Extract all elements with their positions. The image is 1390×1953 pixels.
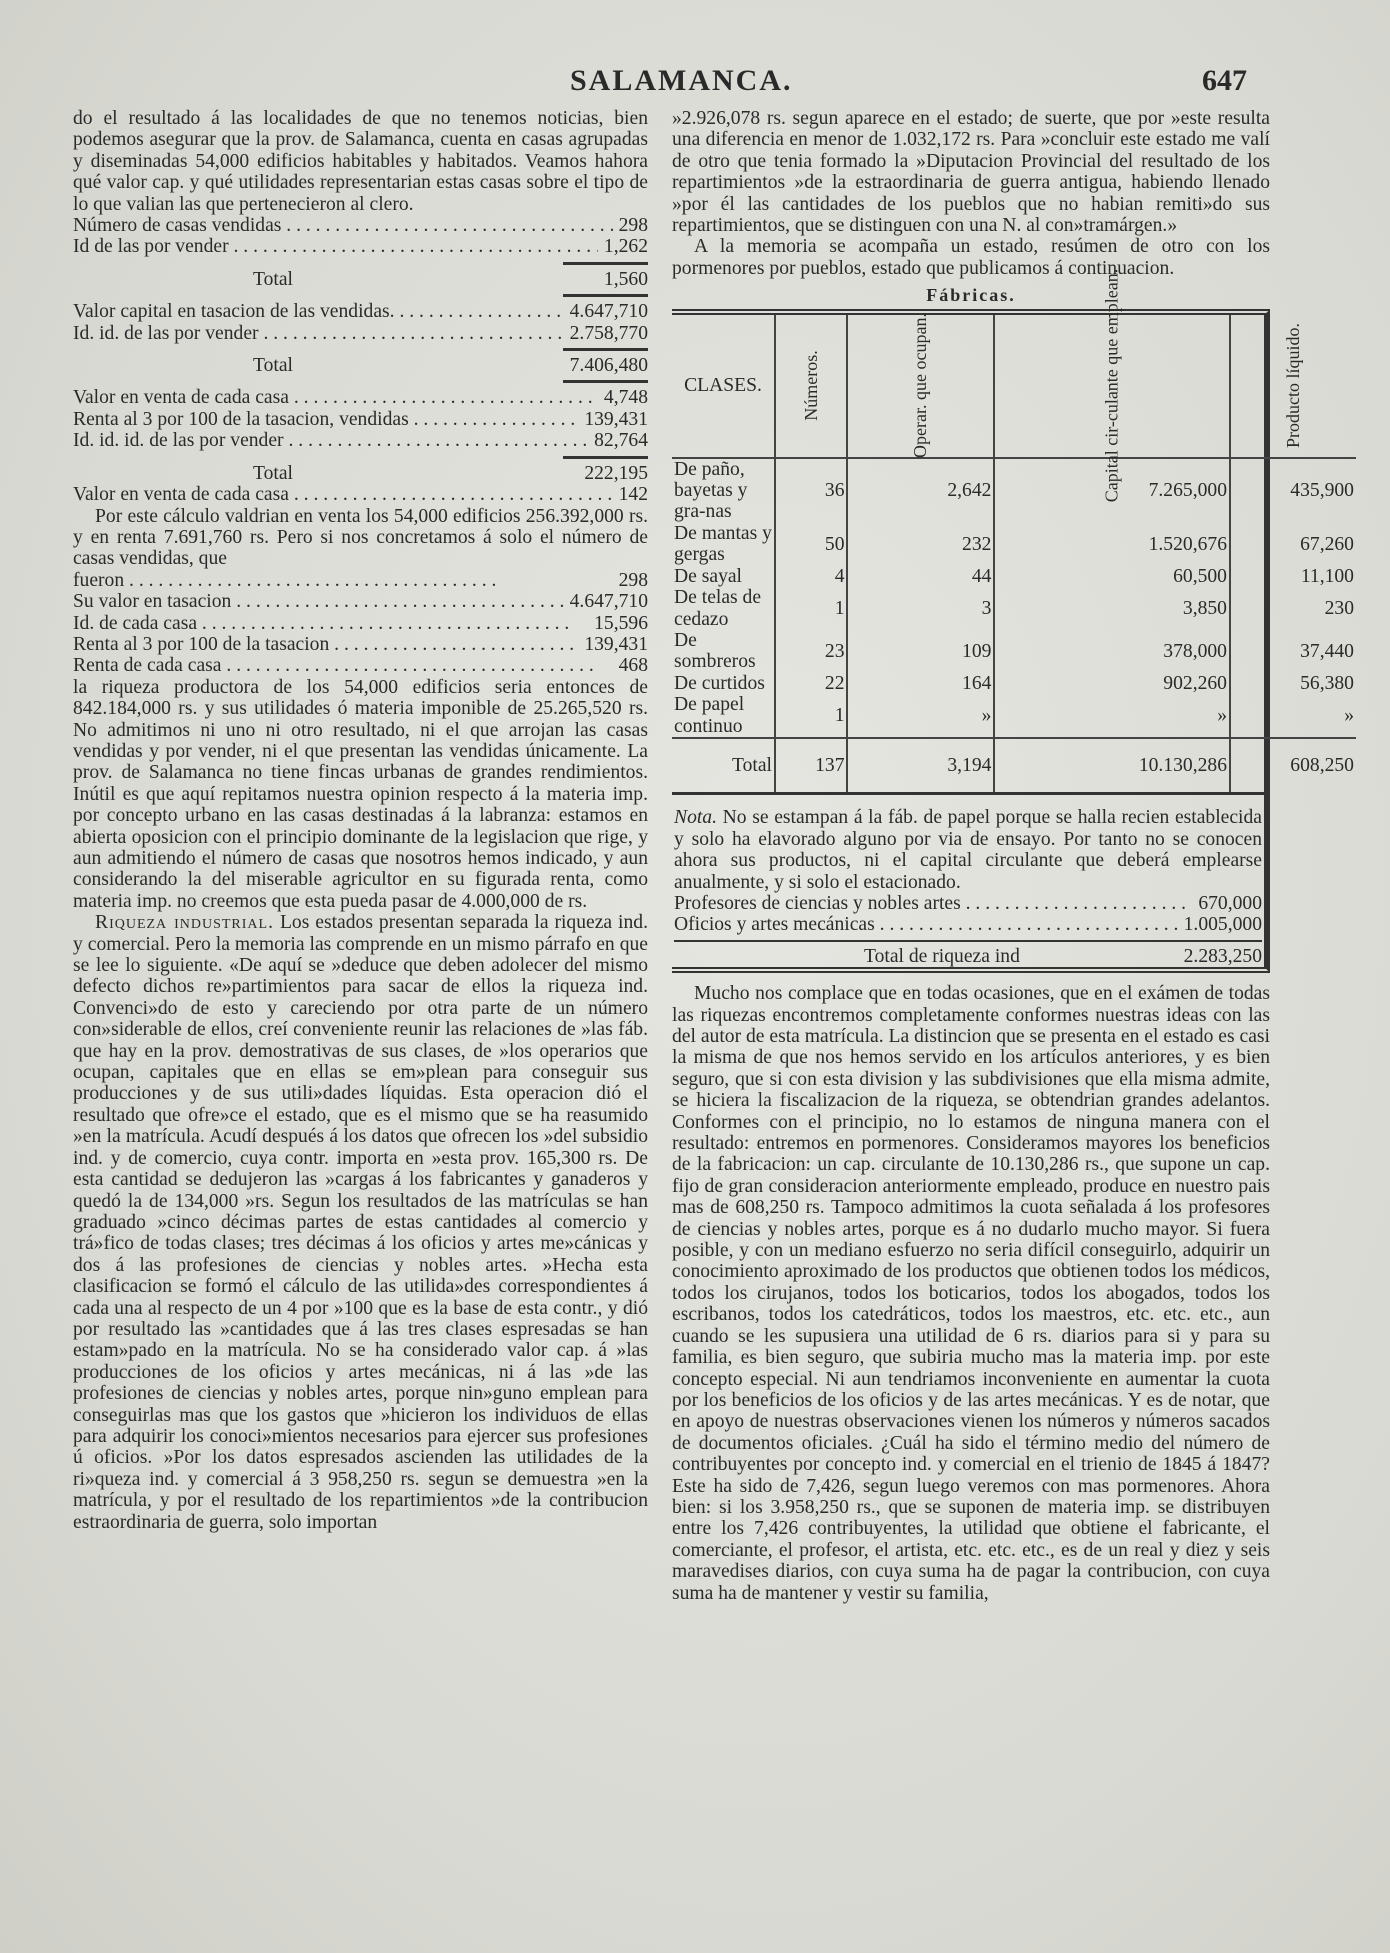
table-cell: 23 [775, 630, 848, 673]
table-cell-label: De paño, bayetas y gra-nas [672, 458, 775, 523]
table-cell: 50 [775, 523, 848, 566]
table-cell-label: De telas de cedazo [672, 587, 775, 630]
table-cell: 60,500 [994, 566, 1230, 587]
table-cell: 7.265,000 [994, 458, 1230, 523]
table-cell: 4 [775, 566, 848, 587]
list-item: Oficios y artes mecánicas . . . 1.005,000 [674, 914, 1262, 935]
table-cell: » [994, 694, 1230, 738]
table-cell: 164 [847, 673, 994, 694]
table-cell: 435,900 [1230, 458, 1356, 523]
table-cell: 230 [1230, 587, 1356, 630]
table-row [672, 694, 1356, 738]
list-item: Valor en venta de cada casa . . . 142 [73, 484, 648, 505]
table-cell: 1 [775, 587, 848, 630]
table-cell: 3,194 [847, 738, 994, 792]
table-row [672, 458, 1356, 523]
table-cell-label: De mantas y gergas [672, 523, 775, 566]
paragraph: Por este cálculo valdrian en venta los 54,000 edificios 256.392,000 rs. y en renta 7.691,760 rs. Pero si nos concretamos á solo el número de casas vendidas, que [73, 505, 648, 570]
table-cell: 44 [847, 566, 994, 587]
list-item: Id. de cada casa . . . 15,596 [73, 613, 648, 634]
table-cell-label: De sombreros [672, 630, 775, 673]
table-cell: 22 [775, 673, 848, 694]
section-heading: Riqueza industrial. [95, 912, 274, 934]
divider [563, 456, 648, 459]
table-row [672, 587, 1356, 630]
divider [563, 348, 648, 351]
list-item: fueron . . . 298 [73, 570, 648, 591]
intro-paragraph: do el resultado á las localidades de que no tenemos noticias, bien podemos asegurar que la prov. de Salamanca, cuenta en casas agrupadas y diseminadas 54,000 edificios habitables y habitados. Veamos hahora qué valor cap. y qué utilidades representarian estas casas sobre el tipo de lo que valian las que pertenecieron al clero. [73, 108, 648, 215]
total-row: Total 7.406,480 [253, 355, 648, 377]
list-item: Valor capital en tasacion de las vendidas. . . . 4.647,710 [73, 301, 648, 322]
table-cell-label: De papel continuo [672, 694, 775, 738]
list-item: Id. id. id. de las por vender . . . 82,764 [73, 430, 648, 451]
table-cell: 608,250 [1230, 738, 1356, 792]
paragraph: la riqueza productora de los 54,000 edificios seria entonces de 842.184,000 rs. y sus utilidades ó materia imponible de 25.265,520 rs. No admitimos ni uno ni otro resultado, ni el que arrojan las casas vendidas y por vender, ni el que presentan las vendidas únicamente. La prov. de Salamanca no tiene fincas urbanas de grandes rendimientos. Inútil es que aquí repitamos nuestra opinion respecto á la materia imp. por concepto urbano en las casas destinadas á la labranza: estamos en abierta oposicion con el principio dominante de la legislacion que rige, y aun admitiendo el número de casas que nosotros hemos indicado, y aun considerando la del miserable agricultor en su figurada renta, como materia imp. no creemos que esta pueda pasar de 4.000,000 de rs. [73, 676, 648, 912]
table-cell: 902,260 [994, 673, 1230, 694]
paragraph: Mucho nos complace que en todas ocasiones, que en el exámen de todas las riquezas encontremos completamente conformes nuestras ideas con las del autor de esta matrícula. La distincion que se presenta en el estado es casi la misma de que nos hemos servido en los artículos anteriores, y es bien seguro, que si con esta division y las subdivisiones que ella misma admite, se hiciera la fiscalizacion de la riqueza, se obtendrian grandes adelantos. Conformes con el principio, no lo estamos de ninguna manera con el resultado: entremos en pormenores. Consideramos mayores los beneficios de la fabricacion: un cap. circulante de 10.130,286 rs., que supone un cap. fijo de gran consideracion anteriormente empleado, produce en nuestro pais mas de 608,250 rs. Tampoco admitimos la cuota señalada á los profesores de ciencias y nobles artes, porque es á no dudarlo mucho mayor. Si fuera posible, y con un mediano esfuerzo no seria difícil conseguirlo, adquirir un conocimiento aproximado de los productos que obtienen todos los médicos, todos los cirujanos, todos los boticarios, todos los abogados, todos los escribanos, todos los catedráticos, todos los maestros, etc. etc. etc., aun cuando se les supusiera una utilidad de 6 rs. diarios para si y para su familia, es bien seguro, que subiria mucho mas la materia imp. por este concepto especial. Ni aun tendriamos inconveniente en aumentar la cuota por los beneficios de los oficios y de las artes mecánicas. Y es de notar, que en apoyo de nuestras observaciones vienen los números y números sacados de documentos oficiales. ¿Cuál ha sido el término medio del número de contribuyentes por concepto ind. y comercial en el trienio de 1845 á 1847? Este ha sido de 7,426, segun luego veremos con mas pormenores. Ahora bien: si los 3.958,250 rs., que se suponen de materia imp. se distribuyen entre los 7,426 contribuyentes, la utilidad que obtiene el fabricante, el comerciante, el profesor, el artista, etc. etc. etc., es de un real y diez y seis maravedises diarios, con cuya suma ha de pagar la contribucion, con cuya suma ha de mantener y vestir su familia, [672, 983, 1270, 1604]
table-cell: 3 [847, 587, 994, 630]
table-cell-label: De curtidos [672, 673, 775, 694]
table-cell: 67,260 [1230, 523, 1356, 566]
list-item: Su valor en tasacion . . . 4.647,710 [73, 591, 648, 612]
table-cell: 37,440 [1230, 630, 1356, 673]
table-cell: 109 [847, 630, 994, 673]
list-item: Renta de cada casa . . . 468 [73, 655, 648, 676]
column-header: Números. [775, 315, 848, 458]
table-row [672, 566, 1356, 587]
paragraph: A la memoria se acompaña un estado, resúmen de otro con los pormenores por pueblos, estado que publicamos á continuacion. [672, 236, 1270, 279]
table-cell: 378,000 [994, 630, 1230, 673]
list-item: Número de casas vendidas . . . 298 [73, 215, 648, 236]
table-cell: 1.520,676 [994, 523, 1230, 566]
left-column [73, 108, 648, 1533]
table-cell: 3,850 [994, 587, 1230, 630]
total-row: Total 222,195 [253, 462, 648, 484]
paragraph: Riqueza industrial. Los estados presentan separada la riqueza ind. y comercial. Pero la memoria las comprende en un mismo párrafo en que se lee lo siguiente. «De aquí se »deduce que deben adolecer del mismo defecto dichos re»partimientos para sacar de ellos la riqueza ind. Convenci»do de esto y careciendo por otra parte de un número con»siderable de ellos, creí conveniente reunir las relaciones de »las fáb. que hay en la prov. demostrativas de sus clases, de »los operarios que ocupan, capitales que en ellas se em»plean para conseguir sus producciones y de sus utili»dades líquidas. Esta operacion dió el resultado que ofre»ce el estado, que es el mismo que se ha reasumido »en la matrícula. Acudí después á los datos que ofrecen los »del subsidio ind. y de comercio, cuya contr. importa en »esta prov. 165,300 rs. De esta cantidad se dedujeron las »cargas á los fabricantes y ganaderos y quedó la de 134,000 »rs. Segun los resultados de las matrículas se han graduado »cinco décimas partes de estas cantidades al comercio y trá»fico de todas clases; tres décimas á los oficios y artes me»cánicas y dos á las profesiones de ciencias y nobles artes. »Hecha esta clasificacion se formó el cálculo de las utilida»des correspondientes á cada una al respecto de un 4 por »100 que es la base de esta contr., y dió por resultado las »cantidades que á las tres clases espresadas se han estam»pado en la matrícula. No se ha considerado valor cap. á »las producciones de los oficios y artes mecánicas, ni á las »de las profesiones de ciencias y nobles artes, porque nin»guno emplean para conseguirlas mas que los gastos que »hicieron los individuos de ellas para adquirir los conoci»mientos necesarios para ejercer sus profesiones ú oficios. »Por los datos espresados ascienden las utilidades de la ri»queza ind. y comercial á 3 958,250 rs. segun se demuestra »en la matrícula, y por el resultado de los repartimientos »de la contribucion estraordinaria de guerra, solo importan [73, 912, 648, 1533]
table-cell: 10.130,286 [994, 738, 1230, 792]
table-cell: 2,642 [847, 458, 994, 523]
column-header: Operar. que ocupan. [847, 315, 994, 458]
divider [563, 262, 648, 265]
list-item: Renta al 3 por 100 de la tasacion . . . 139,431 [73, 634, 648, 655]
table-note: Nota. No se estampan á la fáb. de papel porque se halla recien establecida y solo ha elavorado alguno por via de ensayo. Por tanto no se conocen ahora sus productos, ni el capital circulante que deberá emplearse anualmente, y si solo el estacionado. [674, 807, 1262, 893]
column-header: Capital cir-culante que emplean. [994, 315, 1230, 458]
paragraph: »2.926,078 rs. segun aparece en el estado; de suerte, que por »este resulta una diferencia en menor de 1.032,172 rs. Para »concluir este estado me valí de otro que tenia formado la »Diputacion Provincial del resultado de los repartimientos »de la estraordinaria de guerra antigua, habiendo llenado »por él las cantidades de los pueblos que no habian remiti»do sus repartimientos, que se distinguen con una N. al con»tramárgen.» [672, 108, 1270, 237]
table-cell: » [847, 694, 994, 738]
table-cell: 56,380 [1230, 673, 1356, 694]
grand-total-row: Total de riqueza ind 2.283,250 [864, 945, 1262, 967]
table-cell: Total [672, 738, 775, 792]
table-header-row [672, 315, 1356, 458]
table-cell: 36 [775, 458, 848, 523]
page-title: SALAMANCA. [570, 64, 793, 97]
right-column [672, 108, 1354, 1604]
list-item: Profesores de ciencias y nobles artes . . . 670,000 [674, 893, 1262, 914]
column-header: CLASES. [672, 315, 775, 458]
table-row [672, 630, 1356, 673]
divider [674, 940, 1262, 942]
table-cell: » [1230, 694, 1356, 738]
total-row: Total 1,560 [253, 268, 648, 290]
table-row [672, 673, 1356, 694]
page-header [0, 64, 1390, 104]
list-item: Id de las por vender . . . 1,262 [73, 236, 648, 257]
table-cell: 232 [847, 523, 994, 566]
page-number: 647 [1202, 64, 1247, 97]
table-total-row [672, 738, 1356, 792]
column-header: Producto líquido. [1230, 315, 1356, 458]
table-row [672, 523, 1356, 566]
table-cell: 1 [775, 694, 848, 738]
table-cell-label: De sayal [672, 566, 775, 587]
divider [563, 380, 648, 383]
table-cell: 137 [775, 738, 848, 792]
list-item: Renta al 3 por 100 de la tasacion, vendidas . . . 139,431 [73, 409, 648, 430]
list-item: Valor en venta de cada casa . . . 4,748 [73, 387, 648, 408]
list-item: Id. id. de las por vender . . . 2.758,770 [73, 323, 648, 344]
table-title: Fábricas. [926, 285, 1016, 306]
divider [563, 294, 648, 297]
table-cell: 11,100 [1230, 566, 1356, 587]
